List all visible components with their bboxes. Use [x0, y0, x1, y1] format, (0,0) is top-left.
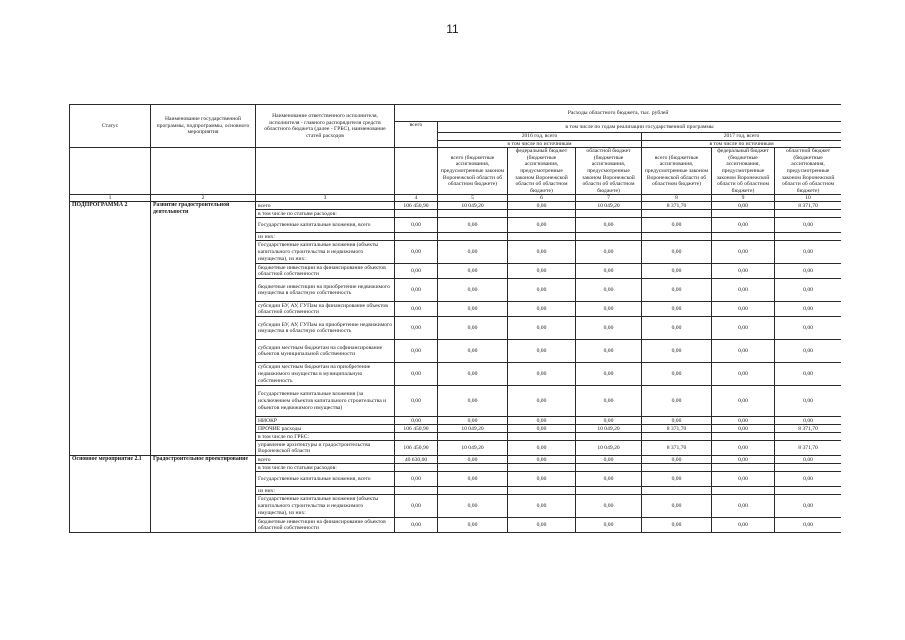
row-value: 0,00	[508, 386, 576, 417]
row-value: 0,00	[712, 472, 775, 487]
row-value: 0,00	[508, 218, 576, 233]
row-value: 0,00	[395, 417, 438, 425]
row-value: 0,00	[642, 386, 712, 417]
row-expense-label: Государственные капитальные вложения, всего	[256, 218, 395, 233]
row-value	[438, 210, 508, 218]
row-value: 0,00	[712, 218, 775, 233]
row-expense-label: в том числе по ГРБС:	[256, 433, 395, 441]
table-row	[70, 202, 842, 210]
row-program-name: Развитие градостроительной деятельности	[151, 202, 256, 456]
row-expense-label: бюджетные инвестиции на приобретение недвижимого имущества в областную собственность	[256, 279, 395, 302]
row-value: 0,00	[712, 363, 775, 386]
row-value: 0,00	[438, 417, 508, 425]
row-value: 0,00	[395, 386, 438, 417]
row-expense-label: Государственные капитальные вложения (объекты капитального строительства и недвижимого имущества), из них:	[256, 241, 395, 264]
row-value: 0,00	[576, 340, 642, 363]
row-expense-label: Государственные капитальные вложения (объекты капитального строительства и недвижимого имущества), из них:	[256, 495, 395, 518]
row-value: 0,00	[438, 472, 508, 487]
col-number: 6	[508, 195, 576, 202]
row-value	[576, 233, 642, 241]
row-value	[395, 433, 438, 441]
row-value	[712, 487, 775, 495]
row-value: 0,00	[712, 202, 775, 210]
row-value: 0,00	[438, 264, 508, 279]
row-value: 0,00	[508, 241, 576, 264]
header-source-6: областной бюджет (бюджетные ассигнования, предусмотренные законом Воронежской области об областном бюджете)	[775, 148, 842, 195]
row-value	[508, 433, 576, 441]
row-value: 0,00	[395, 302, 438, 317]
row-value: 0,00	[712, 456, 775, 464]
row-value: 0,00	[775, 456, 842, 464]
row-value: 0,00	[642, 317, 712, 340]
col-number: 10	[775, 195, 842, 202]
row-value: 0,00	[438, 340, 508, 363]
row-value: 0,00	[775, 264, 842, 279]
row-value: 0,00	[775, 241, 842, 264]
row-value: 8 371,70	[642, 441, 712, 456]
row-value: 0,00	[642, 456, 712, 464]
row-value: 0,00	[642, 241, 712, 264]
row-value: 106 450,90	[395, 425, 438, 433]
row-value: 10 049,20	[576, 425, 642, 433]
row-expense-label: Государственные капитальные вложения, всего	[256, 472, 395, 487]
row-value: 10 049,20	[438, 441, 508, 456]
row-status: ПОДПРОГРАММА 2	[70, 202, 151, 456]
row-value	[576, 210, 642, 218]
row-value: 0,00	[576, 518, 642, 533]
row-value: 8 371,70	[775, 202, 842, 210]
row-expense-label: управление архитектуры и градостроительства Воронежской области	[256, 441, 395, 456]
row-value	[508, 487, 576, 495]
row-value: 0,00	[712, 317, 775, 340]
row-value	[508, 464, 576, 472]
row-value: 0,00	[508, 472, 576, 487]
row-value: 0,00	[775, 363, 842, 386]
column-number-row	[70, 195, 842, 202]
row-value: 0,00	[642, 518, 712, 533]
row-value: 0,00	[576, 456, 642, 464]
row-value: 0,00	[576, 218, 642, 233]
header-status: Статус	[70, 105, 151, 148]
row-value	[712, 210, 775, 218]
row-value	[642, 233, 712, 241]
row-status: Основное мероприятие 2.1	[70, 456, 151, 533]
row-value: 0,00	[775, 218, 842, 233]
row-value: 0,00	[712, 302, 775, 317]
row-value: 8 371,70	[775, 441, 842, 456]
row-value: 0,00	[775, 340, 842, 363]
budget-table	[69, 104, 841, 533]
row-value	[775, 233, 842, 241]
row-value	[395, 210, 438, 218]
row-value: 0,00	[508, 264, 576, 279]
header-empty-1	[70, 148, 151, 195]
row-expense-label: НИОКР	[256, 417, 395, 425]
row-value	[775, 210, 842, 218]
row-value: 0,00	[438, 218, 508, 233]
row-value: 0,00	[712, 264, 775, 279]
row-value: 0,00	[395, 241, 438, 264]
row-value: 0,00	[395, 495, 438, 518]
row-value: 0,00	[508, 456, 576, 464]
row-value: 8 371,70	[642, 425, 712, 433]
row-value: 0,00	[712, 417, 775, 425]
row-value: 0,00	[642, 495, 712, 518]
header-total: всего	[395, 122, 438, 148]
row-value: 0,00	[438, 317, 508, 340]
row-expense-label: в том числе по статьям расходов:	[256, 210, 395, 218]
row-value: 40 630,00	[395, 456, 438, 464]
row-value	[642, 464, 712, 472]
row-value: 0,00	[642, 417, 712, 425]
row-value: 0,00	[508, 441, 576, 456]
row-value: 0,00	[395, 264, 438, 279]
row-value: 0,00	[395, 340, 438, 363]
header-executor: Наименование ответственного исполнителя, исполнителя - главного распорядителя средств областного бюджета (далее - ГРБС), наименование статей расходов	[256, 105, 395, 148]
row-value: 0,00	[395, 218, 438, 233]
row-value	[395, 464, 438, 472]
row-value: 0,00	[508, 495, 576, 518]
row-value: 0,00	[712, 518, 775, 533]
row-expense-label: субсидии БУ, АУ, ГУПам на приобретение недвижимого имущества в областную собственность	[256, 317, 395, 340]
row-value: 0,00	[508, 363, 576, 386]
row-value: 0,00	[395, 363, 438, 386]
row-value: 0,00	[576, 264, 642, 279]
row-value: 0,00	[775, 302, 842, 317]
row-value	[438, 433, 508, 441]
row-value	[642, 433, 712, 441]
row-value: 0,00	[576, 317, 642, 340]
row-value	[576, 464, 642, 472]
row-value: 0,00	[508, 340, 576, 363]
col-number: 2	[151, 195, 256, 202]
row-value: 0,00	[438, 456, 508, 464]
row-value: 0,00	[642, 340, 712, 363]
row-expense-label: ПРОЧИЕ расходы	[256, 425, 395, 433]
row-value: 0,00	[576, 417, 642, 425]
row-value	[395, 233, 438, 241]
row-value: 106 450,90	[395, 202, 438, 210]
col-number: 5	[438, 195, 508, 202]
row-value: 0,00	[775, 279, 842, 302]
row-value	[775, 433, 842, 441]
header-name: Наименование государственной программы, подпрограммы, основного мероприятия	[151, 105, 256, 148]
row-expense-label: бюджетные инвестиции на финансирование объектов областной собственности	[256, 264, 395, 279]
header-empty-4	[395, 148, 438, 195]
row-expense-label: из них:	[256, 233, 395, 241]
budget-table-wrapper	[69, 104, 841, 572]
row-value	[712, 464, 775, 472]
row-value	[508, 233, 576, 241]
header-year-2016: 2016 год, всего	[438, 133, 642, 141]
col-number: 1	[70, 195, 151, 202]
col-number: 9	[712, 195, 775, 202]
row-value: 0,00	[395, 279, 438, 302]
row-value: 0,00	[642, 302, 712, 317]
row-expense-label: субсидии БУ, АУ, ГУПам на финансирование объектов областной собственности	[256, 302, 395, 317]
row-value: 0,00	[712, 495, 775, 518]
row-value: 0,00	[775, 518, 842, 533]
row-value: 0,00	[642, 264, 712, 279]
row-value: 0,00	[395, 472, 438, 487]
row-value: 0,00	[712, 425, 775, 433]
row-value: 0,00	[508, 317, 576, 340]
row-expense-label: из них:	[256, 487, 395, 495]
row-value: 0,00	[712, 279, 775, 302]
header-source-4: всего (бюджетные ассигнования, предусмотренные законом Воронежской области об областном бюджете)	[642, 148, 712, 195]
row-value: 0,00	[438, 495, 508, 518]
row-expense-label: в том числе по статьям расходов:	[256, 464, 395, 472]
row-value	[438, 233, 508, 241]
row-value: 10 049,20	[438, 425, 508, 433]
row-value: 0,00	[576, 363, 642, 386]
row-value: 8 371,70	[775, 425, 842, 433]
row-value: 0,00	[508, 518, 576, 533]
row-value	[576, 487, 642, 495]
row-value: 0,00	[508, 302, 576, 317]
row-expense-label: всего	[256, 456, 395, 464]
col-number: 8	[642, 195, 712, 202]
row-expense-label: бюджетные инвестиции на финансирование объектов областной собственности	[256, 518, 395, 533]
row-value: 0,00	[508, 202, 576, 210]
header-source-2: федеральный бюджет (бюджетные ассигнования, предусмотренные законом Воронежской области об областном бюджете)	[508, 148, 576, 195]
row-value: 10 049,20	[576, 441, 642, 456]
header-expenses: Расходы областного бюджета, тыс. рублей	[395, 105, 842, 122]
row-value: 10 049,20	[576, 202, 642, 210]
header-source-3: областной бюджет (бюджетные ассигнования, предусмотренные законом Воронежской области об областном бюджете)	[576, 148, 642, 195]
row-value: 0,00	[576, 386, 642, 417]
table-row	[70, 456, 842, 464]
header-by-source-2017: в том числе по источникам	[642, 140, 842, 148]
page-number: 11	[446, 22, 459, 36]
row-value	[642, 210, 712, 218]
row-value	[395, 487, 438, 495]
row-expense-label: субсидии местным бюджетам на софинансирование объектов муниципальной собственности	[256, 340, 395, 363]
row-value	[438, 487, 508, 495]
row-value: 0,00	[712, 241, 775, 264]
row-value	[775, 464, 842, 472]
row-expense-label: субсидии местным бюджетам на приобретение недвижимого имущества в муниципальную собственность	[256, 363, 395, 386]
row-value	[508, 210, 576, 218]
row-value: 0,00	[438, 279, 508, 302]
row-value	[775, 487, 842, 495]
row-value: 10 049,20	[438, 202, 508, 210]
row-value: 0,00	[712, 340, 775, 363]
row-expense-label: Государственные капитальные вложения (за исключением объектов капитального строительства и объектов недвижимого имущества)	[256, 386, 395, 417]
row-value: 0,00	[438, 518, 508, 533]
row-value: 0,00	[576, 495, 642, 518]
row-value	[576, 433, 642, 441]
row-value: 0,00	[576, 472, 642, 487]
row-value: 0,00	[438, 302, 508, 317]
row-value: 0,00	[775, 417, 842, 425]
row-value: 0,00	[508, 279, 576, 302]
row-value	[712, 433, 775, 441]
header-by-source-2016: в том числе по источникам	[438, 140, 642, 148]
row-value: 0,00	[438, 386, 508, 417]
row-value: 0,00	[775, 386, 842, 417]
row-value	[712, 233, 775, 241]
header-empty-2	[151, 148, 256, 195]
row-value: 0,00	[438, 363, 508, 386]
row-value	[642, 487, 712, 495]
row-expense-label: всего	[256, 202, 395, 210]
row-value: 0,00	[775, 472, 842, 487]
row-value: 0,00	[775, 317, 842, 340]
row-program-name: Градостроительное проектирование	[151, 456, 256, 533]
row-value: 0,00	[642, 472, 712, 487]
header-year-2017: 2017 год, всего	[642, 133, 842, 141]
row-value: 0,00	[508, 425, 576, 433]
row-value: 0,00	[712, 386, 775, 417]
row-value: 0,00	[508, 417, 576, 425]
row-value	[438, 464, 508, 472]
row-value: 0,00	[576, 241, 642, 264]
col-number: 4	[395, 195, 438, 202]
row-value: 0,00	[576, 279, 642, 302]
row-value: 0,00	[775, 495, 842, 518]
row-value: 0,00	[438, 241, 508, 264]
header-source-5: федеральный бюджет (бюджетные ассигнования, предусмотренные законом Воронежской области об областном бюджете)	[712, 148, 775, 195]
header-empty-3	[256, 148, 395, 195]
row-value: 0,00	[642, 218, 712, 233]
col-number: 3	[256, 195, 395, 202]
row-value: 0,00	[642, 363, 712, 386]
row-value: 0,00	[395, 317, 438, 340]
row-value: 0,00	[576, 302, 642, 317]
header-source-1: всего (бюджетные ассигнования, предусмотренные законом Воронежской области об областном бюджете)	[438, 148, 508, 195]
row-value: 0,00	[395, 518, 438, 533]
row-value: 106 450,90	[395, 441, 438, 456]
col-number: 7	[576, 195, 642, 202]
row-value: 0,00	[712, 441, 775, 456]
row-value: 0,00	[642, 279, 712, 302]
header-by-year: в том числе по годам реализации государственной программы	[438, 122, 842, 133]
row-value: 8 371,70	[642, 202, 712, 210]
